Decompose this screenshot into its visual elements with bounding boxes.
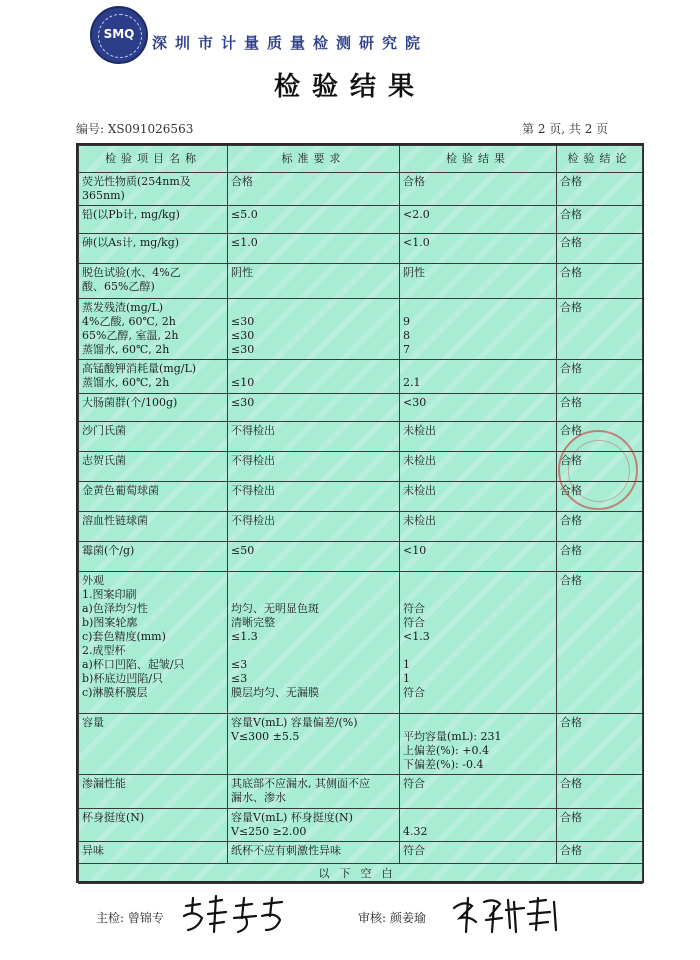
cell-result: 未检出 — [400, 452, 557, 482]
cell-standard: ≤5.0 — [228, 206, 400, 234]
header-standard: 标准要求 — [228, 146, 400, 173]
reviewer-signature — [450, 892, 570, 936]
institution-name: 深圳市计量质量检测研究院 — [152, 34, 429, 52]
cell-conclusion: 合格 — [557, 572, 643, 714]
lead-inspector-signature — [180, 892, 290, 936]
cell-item: 金黄色葡萄球菌 — [79, 482, 228, 512]
results-table-container — [76, 143, 644, 883]
table-row — [79, 234, 643, 264]
cell-standard: 容量V(mL) 容量偏差/(%) V≤300 ±5.5 — [228, 714, 400, 775]
table-header-row — [79, 146, 643, 173]
cell-item: 外观 1.图案印刷 a)色泽均匀性 b)图案轮廓 c)套色精度(mm) 2.成型杯 a)杯口凹陷、起皱/只 b)杯底边凹陷/只 c)淋膜杯膜层 — [79, 572, 228, 714]
cell-result: <30 — [400, 394, 557, 422]
cell-result: 符合 — [400, 842, 557, 864]
cell-conclusion: 合格 — [557, 482, 643, 512]
cell-standard: 合格 — [228, 173, 400, 206]
cell-standard: 容量V(mL) 杯身挺度(N) V≤250 ≥2.00 — [228, 809, 400, 842]
results-table — [78, 145, 643, 884]
table-row — [79, 264, 643, 299]
cell-item: 渗漏性能 — [79, 775, 228, 809]
cell-conclusion: 合格 — [557, 714, 643, 775]
cell-standard: 不得检出 — [228, 422, 400, 452]
cell-standard: 纸杯不应有刺激性异味 — [228, 842, 400, 864]
cell-item: 霉菌(个/g) — [79, 542, 228, 572]
logo-text: SMQ — [103, 27, 135, 41]
table-row — [79, 775, 643, 809]
table-row — [79, 422, 643, 452]
cell-item: 溶血性链球菌 — [79, 512, 228, 542]
reviewer-label: 审核: 颜姜瑜 — [358, 911, 426, 925]
cell-result: 未检出 — [400, 482, 557, 512]
table-footer-row — [79, 864, 643, 884]
cell-result: 未检出 — [400, 512, 557, 542]
cell-standard: ≤30 ≤30 ≤30 — [228, 299, 400, 360]
cell-item: 高锰酸钾消耗量(mg/L) 蒸馏水, 60℃, 2h — [79, 360, 228, 394]
lead-inspector-label: 主检: 曾锦专 — [96, 911, 164, 925]
seal-inner-ring — [568, 440, 630, 502]
cell-conclusion: 合格 — [557, 360, 643, 394]
cell-conclusion: 合格 — [557, 234, 643, 264]
cell-standard: ≤1.0 — [228, 234, 400, 264]
cell-conclusion: 合格 — [557, 394, 643, 422]
table-row — [79, 512, 643, 542]
table-body — [79, 173, 643, 884]
cell-conclusion: 合格 — [557, 264, 643, 299]
cell-item: 砷(以As计, mg/kg) — [79, 234, 228, 264]
table-row — [79, 842, 643, 864]
cell-standard: 其底部不应漏水, 其侧面不应 漏水、渗水 — [228, 775, 400, 809]
table-row — [79, 360, 643, 394]
cell-conclusion: 合格 — [557, 299, 643, 360]
page-title: 检验结果 — [273, 72, 426, 102]
end-of-report-note: 以下空白 — [79, 864, 643, 884]
cell-result: 4.32 — [400, 809, 557, 842]
report-number: 编号: XS091026563 — [76, 122, 194, 136]
table-row — [79, 542, 643, 572]
cell-item: 杯身挺度(N) — [79, 809, 228, 842]
cell-result: 符合 符合 <1.3 1 1 符合 — [400, 572, 557, 714]
cell-standard: 不得检出 — [228, 482, 400, 512]
cell-standard: ≤30 — [228, 394, 400, 422]
cell-result: 平均容量(mL): 231 上偏差(%): +0.4 下偏差(%): -0.4 — [400, 714, 557, 775]
table-row — [79, 299, 643, 360]
cell-result: <1.0 — [400, 234, 557, 264]
cell-result: 未检出 — [400, 422, 557, 452]
cell-item: 志贺氏菌 — [79, 452, 228, 482]
official-seal-stamp — [558, 430, 638, 510]
cell-conclusion: 合格 — [557, 775, 643, 809]
cell-conclusion: 合格 — [557, 173, 643, 206]
cell-conclusion: 合格 — [557, 809, 643, 842]
cell-item: 荧光性物质(254nm及 365nm) — [79, 173, 228, 206]
cell-standard: 不得检出 — [228, 512, 400, 542]
cell-item: 异味 — [79, 842, 228, 864]
cell-standard: ≤50 — [228, 542, 400, 572]
institution-logo — [90, 6, 148, 64]
cell-standard: 阴性 — [228, 264, 400, 299]
header-conclusion: 检验结论 — [557, 146, 643, 173]
cell-standard: 均匀、无明显色斑 清晰完整 ≤1.3 ≤3 ≤3 膜层均匀、无漏膜 — [228, 572, 400, 714]
cell-standard: ≤10 — [228, 360, 400, 394]
cell-conclusion: 合格 — [557, 512, 643, 542]
cell-item: 大肠菌群(个/100g) — [79, 394, 228, 422]
table-row — [79, 206, 643, 234]
cell-item: 脱色试验(水、4%乙 酸、65%乙醇) — [79, 264, 228, 299]
cell-item: 沙门氏菌 — [79, 422, 228, 452]
cell-conclusion: 合格 — [557, 206, 643, 234]
cell-result: 9 8 7 — [400, 299, 557, 360]
cell-result: <2.0 — [400, 206, 557, 234]
cell-conclusion: 合格 — [557, 422, 643, 452]
table-row — [79, 809, 643, 842]
header-result: 检验结果 — [400, 146, 557, 173]
page-indicator: 第 2 页, 共 2 页 — [522, 122, 609, 136]
cell-result: <10 — [400, 542, 557, 572]
cell-result: 合格 — [400, 173, 557, 206]
table-row — [79, 572, 643, 714]
cell-item: 容量 — [79, 714, 228, 775]
cell-result: 符合 — [400, 775, 557, 809]
table-row — [79, 173, 643, 206]
cell-standard: 不得检出 — [228, 452, 400, 482]
cell-conclusion: 合格 — [557, 542, 643, 572]
table-row — [79, 482, 643, 512]
cell-item: 蒸发残渣(mg/L) 4%乙酸, 60℃, 2h 65%乙醇, 室温, 2h 蒸馏水, 60℃, 2h — [79, 299, 228, 360]
cell-result: 阴性 — [400, 264, 557, 299]
cell-conclusion: 合格 — [557, 452, 643, 482]
cell-result: 2.1 — [400, 360, 557, 394]
cell-item: 铅(以Pb计, mg/kg) — [79, 206, 228, 234]
cell-conclusion: 合格 — [557, 842, 643, 864]
table-row — [79, 714, 643, 775]
table-row — [79, 394, 643, 422]
header-item: 检验项目名称 — [79, 146, 228, 173]
